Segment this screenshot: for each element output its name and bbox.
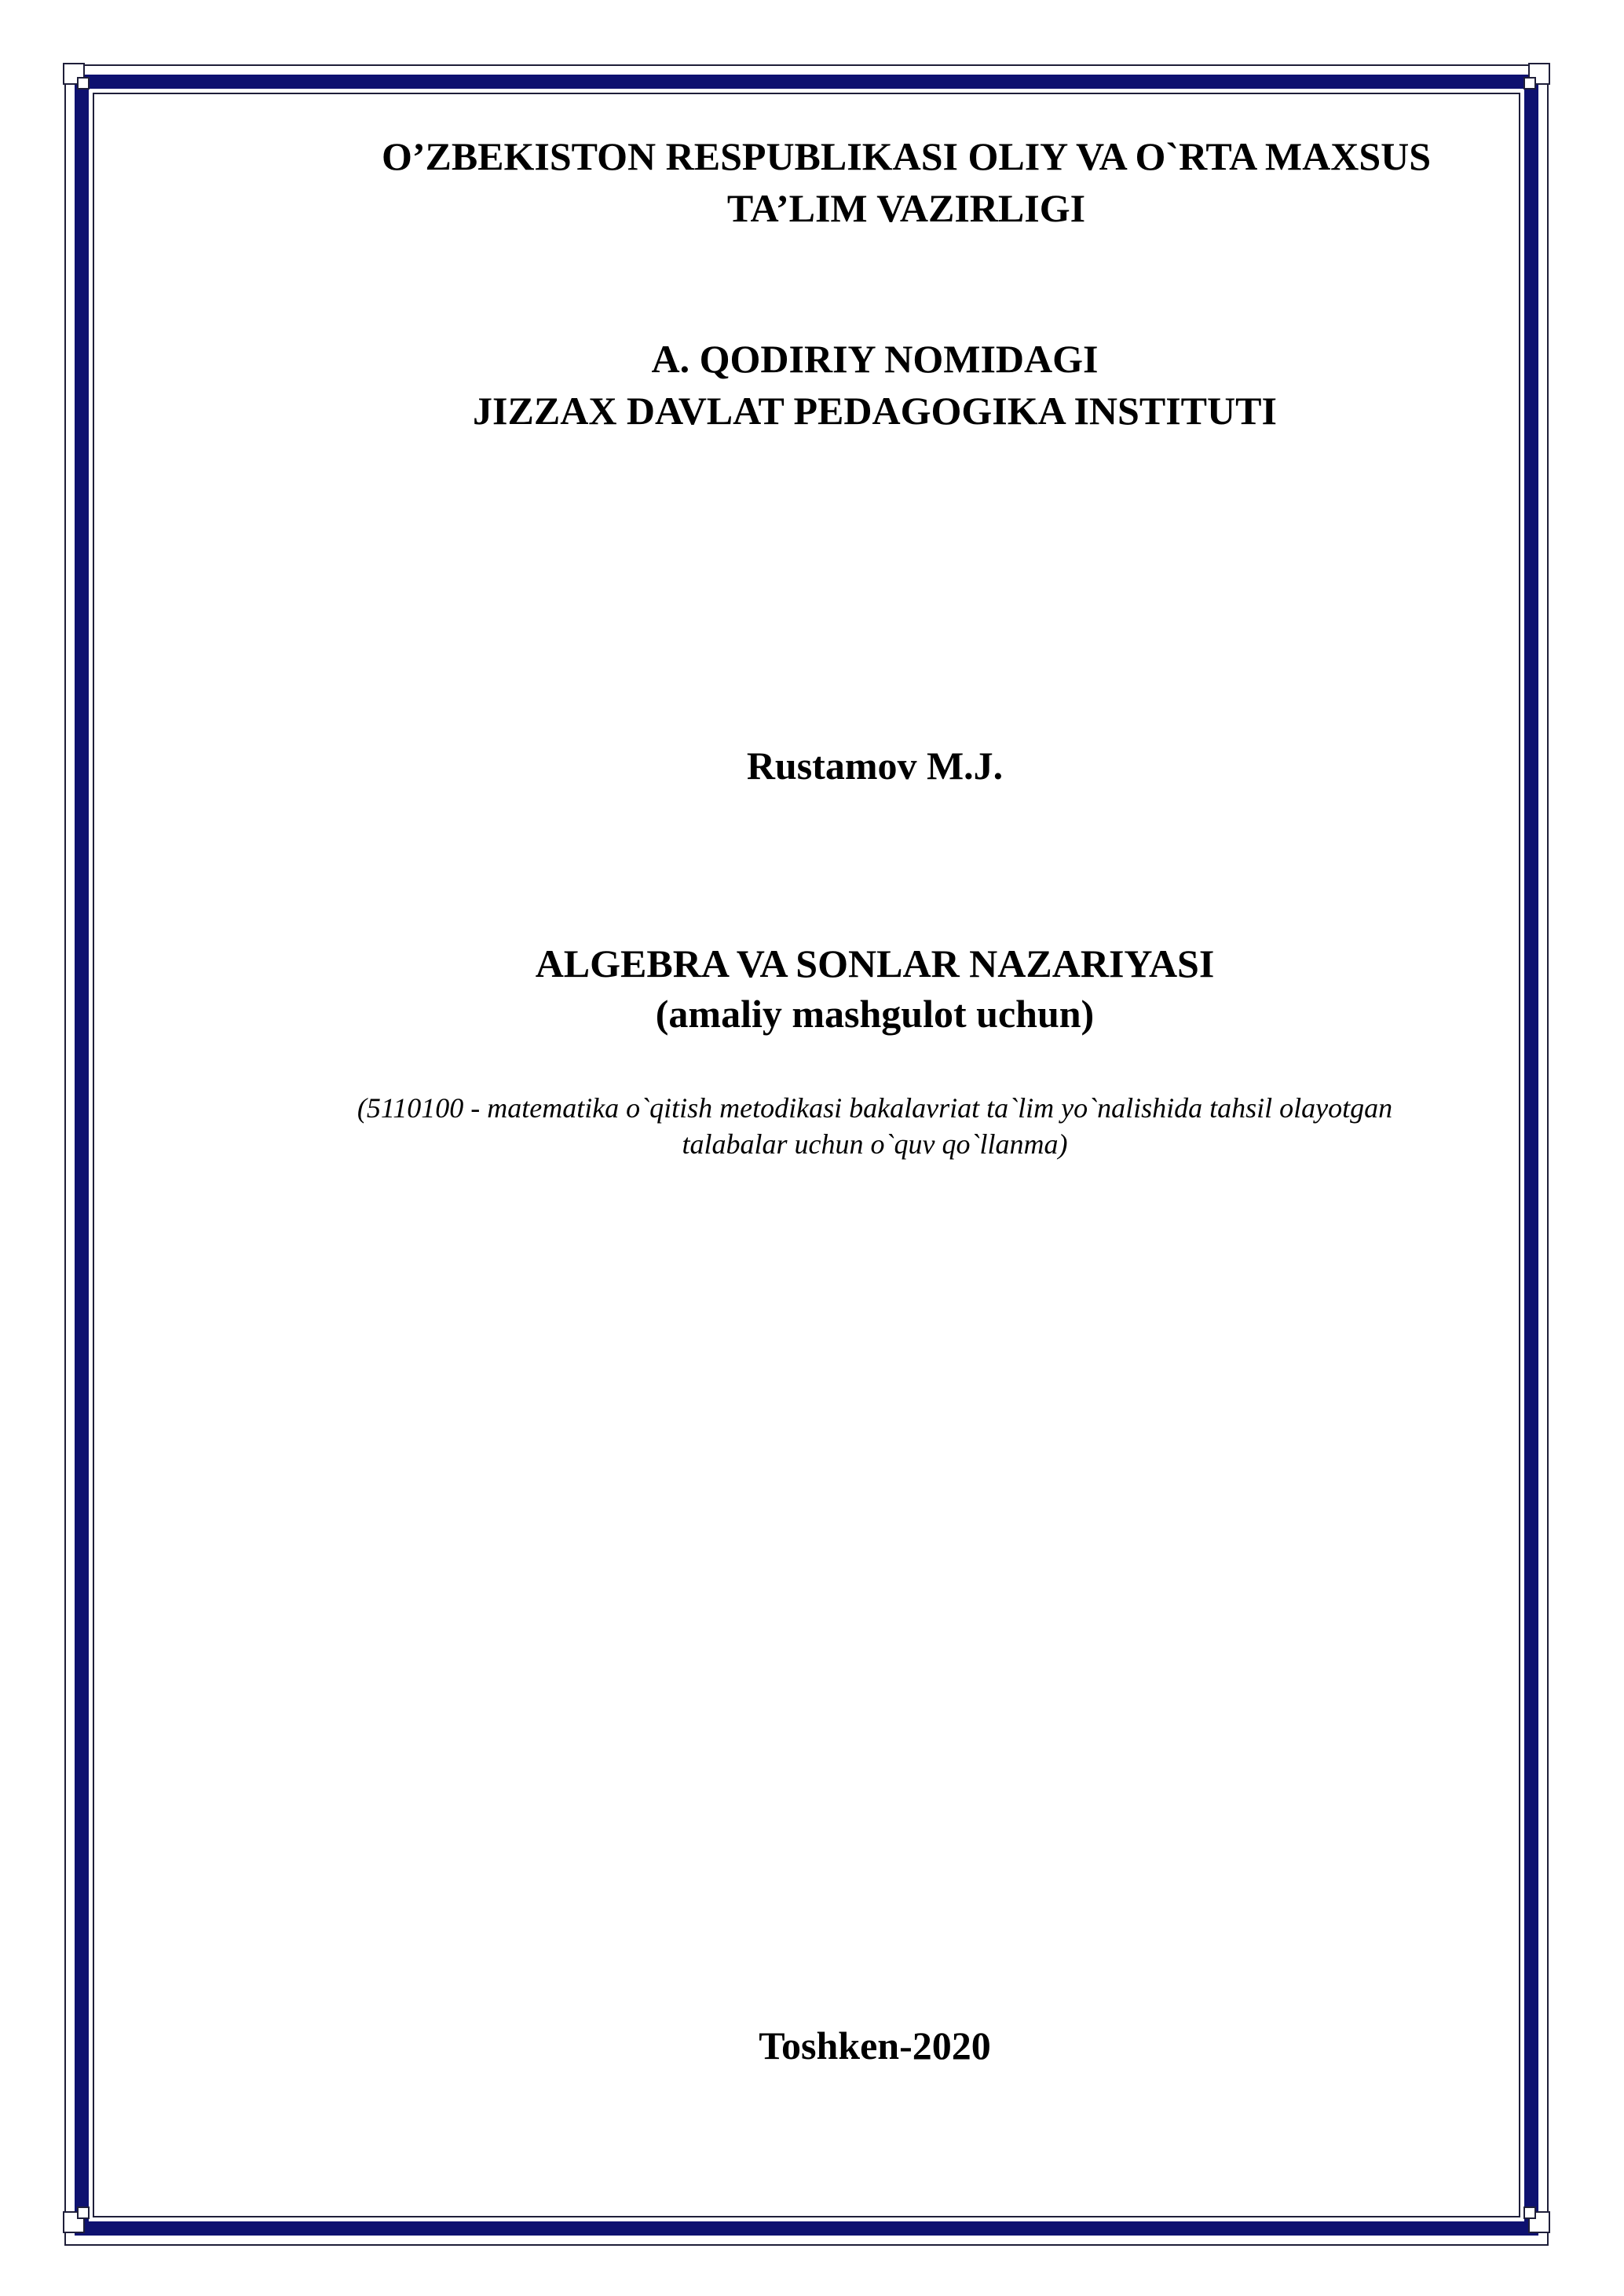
institute-name-line-1: A. QODIRIY NOMIDAGI xyxy=(651,337,1099,381)
document-description-line-1: (5110100 - matematika o`qitish metodikasi bakalavriat ta`lim yo`nalishida tahsil olayotgan xyxy=(357,1092,1393,1124)
place-and-year: Toshken-2020 xyxy=(759,2024,991,2067)
frame-corner-ornament-bottom-right xyxy=(1516,2199,1550,2233)
document-title: ALGEBRA VA SONLAR NAZARIYASI xyxy=(535,941,1215,985)
author-name: Rustamov M.J. xyxy=(746,744,1004,788)
frame-corner-ornament-top-right xyxy=(1516,63,1550,97)
ministry-name-line-1: O’ZBEKISTON RESPUBLIKASI OLIY VA O`RTA MAXSUS xyxy=(381,134,1432,178)
frame-corner-ornament-bottom-left xyxy=(63,2199,97,2233)
frame-corner-ornament-top-left xyxy=(63,63,97,97)
document-description-line-2: talabalar uchun o`quv qo`llanma) xyxy=(682,1128,1068,1160)
institute-name-line-2: JIZZAX DAVLAT PEDAGOGIKA INSTITUTI xyxy=(473,389,1277,433)
document-subtitle: (amaliy mashgulot uchun) xyxy=(655,992,1095,1036)
ministry-name-line-2: TA’LIM VAZIRLIGI xyxy=(726,186,1086,230)
